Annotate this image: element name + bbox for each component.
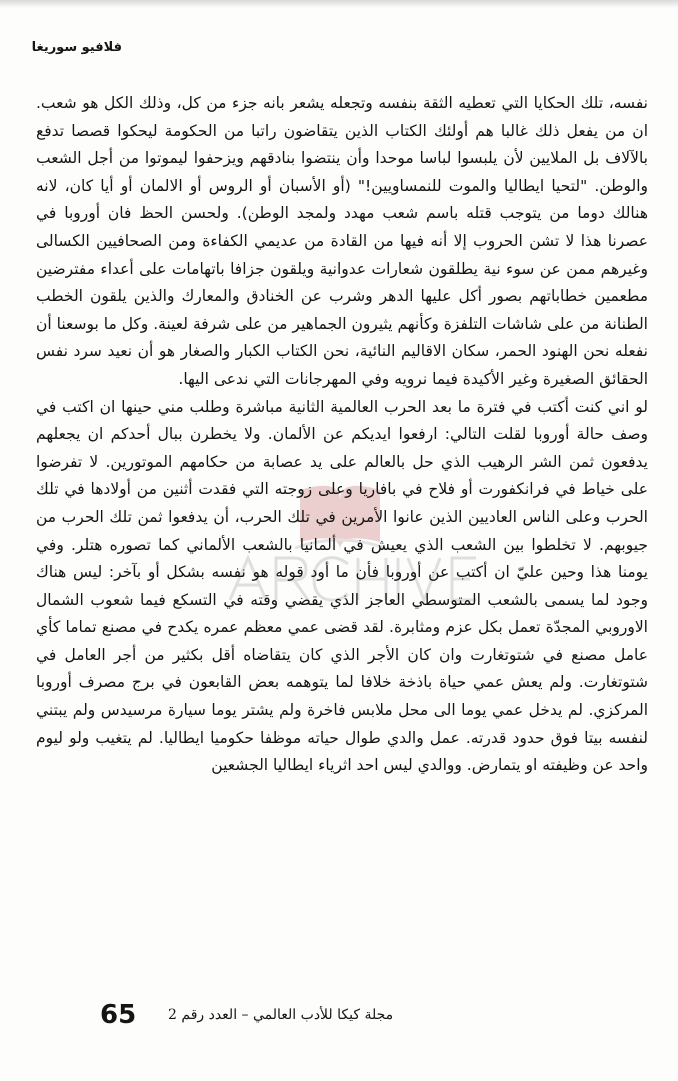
page-top-edge	[0, 0, 678, 8]
paragraph: لو اني كنت أكتب في فترة ما بعد الحرب العالمية الثانية مباشرة وطلب مني حينها ان اكتب في وصف حالة أوروبا لقلت التالي: ارفعوا ايديكم عن الألمان. ولا يخطرن ببال أحدكم ان يجعلهم يدفعون ثمن الشر الرهيب الذي حل بالعالم على يد عصابة من حكامهم الموتورين. لا تفرضوا على خياط في فرانكفورت أو فلاح في بافاريا وعلى زوجته التي فقدت أثنين من أولادها في تلك الحرب وعلى الناس العاديين الذين عانوا الأمرين في تلك الحرب، أن يدفعوا ثمن تلك الحرب من جيوبهم. لا تخلطوا بين الشعب الذي يعيش في ألمانيا بالشعب الألماني كما تصوره هتلر. وفي يومنا هذا وحين عليّ ان أكتب عن أوروبا فأن ما أود قوله هو نفسه بشكل أو بآخر: ليس هناك وجود لما يسمى بالشعب المتوسطي العاجز الذي يقضي وقته في التسكع فيما شعوب الشمال الاوروبي المجدّة تعمل بكل عزم ومثابرة. لقد قضى عمي معظم عمره يكدح في مصنع تماما كأي عامل مصنع في شتوتغارت وان كان الأجر الذي كان يتقاضاه أقل بكثير من أجر العامل في شتوتغارت. ولم يعش عمي حياة باذخة خلافا لما يتوهمه بعض القابعون في برج مصرف أوروبا المركزي. لم يدخل عمي يوما الى محل ملابس فاخرة ولم يشتر يوما سيارة مرسيدس ولم يبتني لنفسه بيتا فوق حدود قدرته. عمل والدي طوال حياته موظفا حكوميا ايطاليا. لم يتغيب ولو ليوم واحد عن وظيفته او يتمارض. ووالدي ليس احد اثرياء ايطاليا الجشعين	[36, 397, 648, 775]
page-footer	[0, 998, 678, 1038]
article-body	[36, 90, 648, 780]
journal-issue-line: مجلة كيكا للأدب العالمي – العدد رقم 2	[168, 1007, 394, 1023]
paragraph: نفسه، تلك الحكايا التي تعطيه الثقة بنفسه وتجعله يشعر بانه جزء من كل، وذلك الكل هو شعب. ان من يفعل ذلك غالبا هم أولئك الكتاب الذين يتقاضون راتبا من الحكومة ليحكوا قصصا تدفع بالآلاف بل الملايين لأن يلبسوا لباسا موحدا وأن ينتضوا بنادقهم ويزحفوا ليموتوا من أجل الشعب والوطن. "لتحيا ايطاليا والموت للنمساويين!" (أو الأسبان أو الروس أو الالمان أو أيا كان، لانه هنالك دوما من يتوجب قتله باسم شعب مهدد ولمجد الوطن). ولحسن الحظ فان أوروبا في عصرنا هذا لا تشن الحروب إلا أنه فيها من القادة من عديمي الكفاءة ومن الصحافيين الكسالى وغيرهم ممن عن سوء نية يطلقون شعارات عدوانية ويلقون جزافا باتهامات على أعداء مفترضين مطعمين خطاباتهم بصور أكل عليها الدهر وشرب عن الخنادق والمعارك والذين يلقون الخطب الطنانة من على شاشات التلفزة وكأنهم يثيرون الجماهير من على شرفة لعينة. وكل ما بوسعنا أن نفعله نحن الهنود الحمر، سكان الاقاليم النائية، نحن الكتاب الكبار والصغار هو أن نعيد سرد نفس الحقائق الصغيرة وغير الأكيدة فيما نرويه وفي المهرجانات التي ندعى اليها.	[36, 94, 648, 388]
running-head: فلافيو سوريغا	[31, 40, 122, 55]
page-number: 65	[100, 1000, 137, 1030]
